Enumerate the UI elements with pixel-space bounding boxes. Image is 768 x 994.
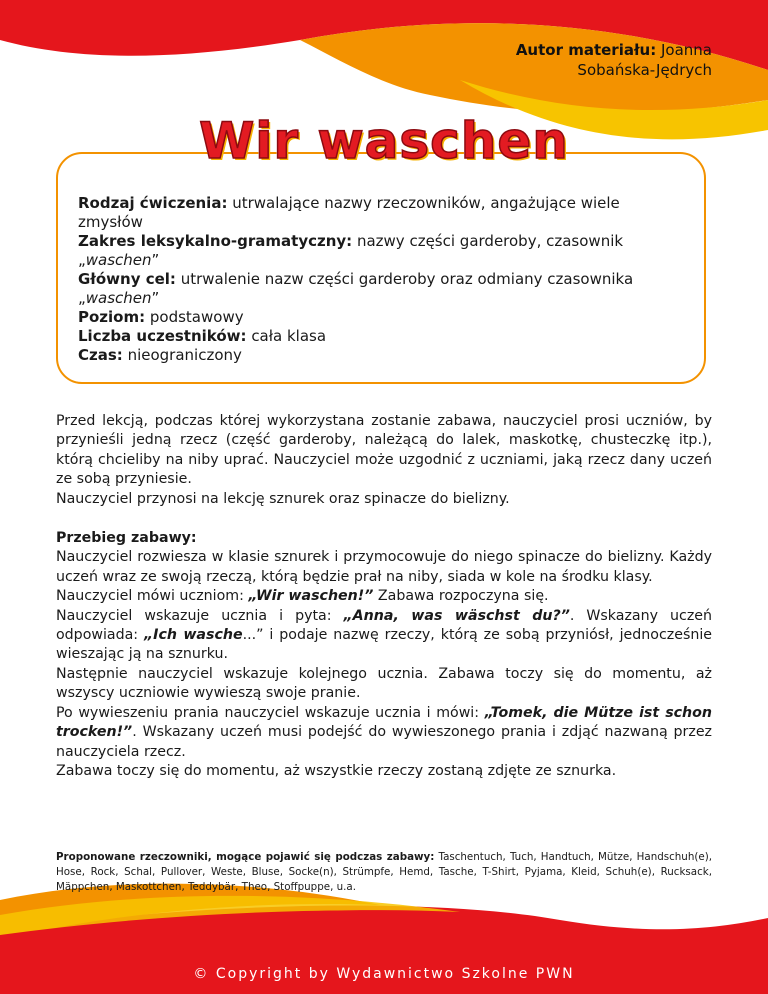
- info-level-value: podstawowy: [149, 308, 244, 326]
- course-p3-end: ...” i podaje nazwę rzeczy, którą ze sobą przyniósł, jednocześnie wieszając ją na sznurku.: [56, 627, 712, 663]
- course-p5-text: Po wywieszeniu prania nauczyciel wskazuje ucznia i mówi:: [56, 704, 485, 721]
- info-type-label: Rodzaj ćwiczenia:: [78, 194, 228, 212]
- course-p2-text: Nauczyciel mówi uczniom:: [56, 588, 249, 605]
- author-label: Autor materiału:: [515, 41, 657, 59]
- author-line-1: [516, 40, 712, 60]
- course-paragraph-6: Zabawa toczy się do momentu, aż wszystkie rzeczy zostaną zdjęte ze sznurka.: [56, 762, 617, 779]
- main-text: [56, 412, 712, 781]
- course-paragraph-5: [56, 704, 712, 762]
- vocabulary-note-text: Taschentuch, Tuch, Handtuch, Mütze, Handschuh(e), Hose, Rock, Schal, Pullover, Weste, Bluse, Socke(n), Strümpfe, Hemd, Tasche, T-Shirt, Pyjama, Kleid, Schuh(e), Rucksack, Mäppchen, Maskottchen, Teddybär, Theo, Stoffpuppe, u.a.: [56, 851, 712, 893]
- info-goal-verb: waschen: [85, 289, 152, 307]
- info-type: [78, 194, 682, 232]
- info-goal: [78, 270, 682, 308]
- vocabulary-note-label: Proponowane rzeczowniki, mogące pojawić się podczas zabawy:: [56, 851, 435, 863]
- course-paragraph-4: Następnie nauczyciel wskazuje kolejnego ucznia. Zabawa toczy się do momentu, aż wszyscy uczniowie wywieszą swoje pranie.: [56, 665, 712, 702]
- course-p5-quote: „Tomek, die Mütze ist schon trocken!”: [56, 704, 712, 741]
- course-p2-end: Zabawa rozpoczyna się.: [373, 588, 549, 605]
- copyright-footer: © Copyright by Wydawnictwo Szkolne PWN: [193, 966, 575, 982]
- author-first-name: Joanna: [661, 41, 712, 59]
- intro-paragraph-2: Nauczyciel przynosi na lekcję sznurek oraz spinacze do bielizny.: [56, 490, 510, 507]
- info-scope-value: nazwy części garderoby, czasownik „: [78, 232, 624, 269]
- info-goal-label: Główny cel:: [78, 270, 176, 288]
- info-participants-value: cała klasa: [251, 327, 327, 345]
- author-block: [516, 40, 712, 80]
- course-paragraph-2: [56, 587, 712, 606]
- info-type-value-2: zmysłów: [78, 213, 143, 231]
- intro-paragraph-1: Przed lekcją, podczas której wykorzystana zostanie zabawa, nauczyciel prosi uczniów, by przynieśli jedną rzecz (część garderoby, należącą do lalek, maskotkę, chusteczkę itp.), którą chcieliby na niby uprać. Nauczyciel może uzgodnić z uczniami, jaką rzecz dany uczeń ze sobą przyniesie.: [56, 413, 712, 488]
- author-last-name: Sobańska-Jędrych: [577, 61, 712, 79]
- info-goal-open: „: [78, 289, 86, 307]
- info-scope-label: Zakres leksykalno-gramatyczny:: [78, 232, 353, 250]
- course-p2-quote: „Wir waschen!”: [248, 588, 374, 605]
- info-goal-value-1: utrwalenie nazw części garderoby oraz odmiany czasownika: [180, 270, 634, 288]
- info-scope-verb: waschen: [85, 251, 152, 269]
- course-p3-mid: . Wskazany uczeń odpowiada:: [56, 607, 712, 644]
- course-p5-end: . Wskazany uczeń musi podejść do wywieszonego prania i zdjąć nazwaną przez nauczyciela rzecz.: [56, 724, 712, 760]
- page-title: Wir waschen: [199, 112, 569, 170]
- info-time-value: nieograniczony: [127, 346, 242, 364]
- course-paragraph-1: Nauczyciel rozwiesza w klasie sznurek i przymocowuje do niego spinacze do bielizny. Każdy uczeń wraz ze swoją rzeczą, którą będzie prał na niby, siada w kole na środku klasy.: [56, 549, 712, 585]
- course-p3-text: Nauczyciel wskazuje ucznia i pyta:: [56, 607, 344, 624]
- info-time-label: Czas:: [78, 346, 123, 364]
- course-paragraph-3: [56, 607, 712, 665]
- course-p3-answer: „Ich wasche: [144, 627, 243, 644]
- info-box: [56, 152, 706, 384]
- course-heading: [56, 529, 712, 548]
- info-participants-label: Liczba uczestników:: [78, 327, 247, 345]
- course-heading-text: Przebieg zabawy:: [56, 530, 197, 547]
- info-type-value-1: utrwalające nazwy rzeczowników, angażujące wiele: [232, 194, 620, 212]
- info-participants: [78, 327, 682, 346]
- info-scope-close: ”: [151, 251, 160, 269]
- info-scope: [78, 232, 682, 270]
- info-time: [78, 346, 682, 365]
- info-level-label: Poziom:: [78, 308, 146, 326]
- vocabulary-note: [56, 850, 712, 895]
- course-p3-quote: „Anna, was wäschst du?”: [343, 607, 570, 624]
- info-goal-close: ”: [151, 289, 160, 307]
- info-level: [78, 308, 682, 327]
